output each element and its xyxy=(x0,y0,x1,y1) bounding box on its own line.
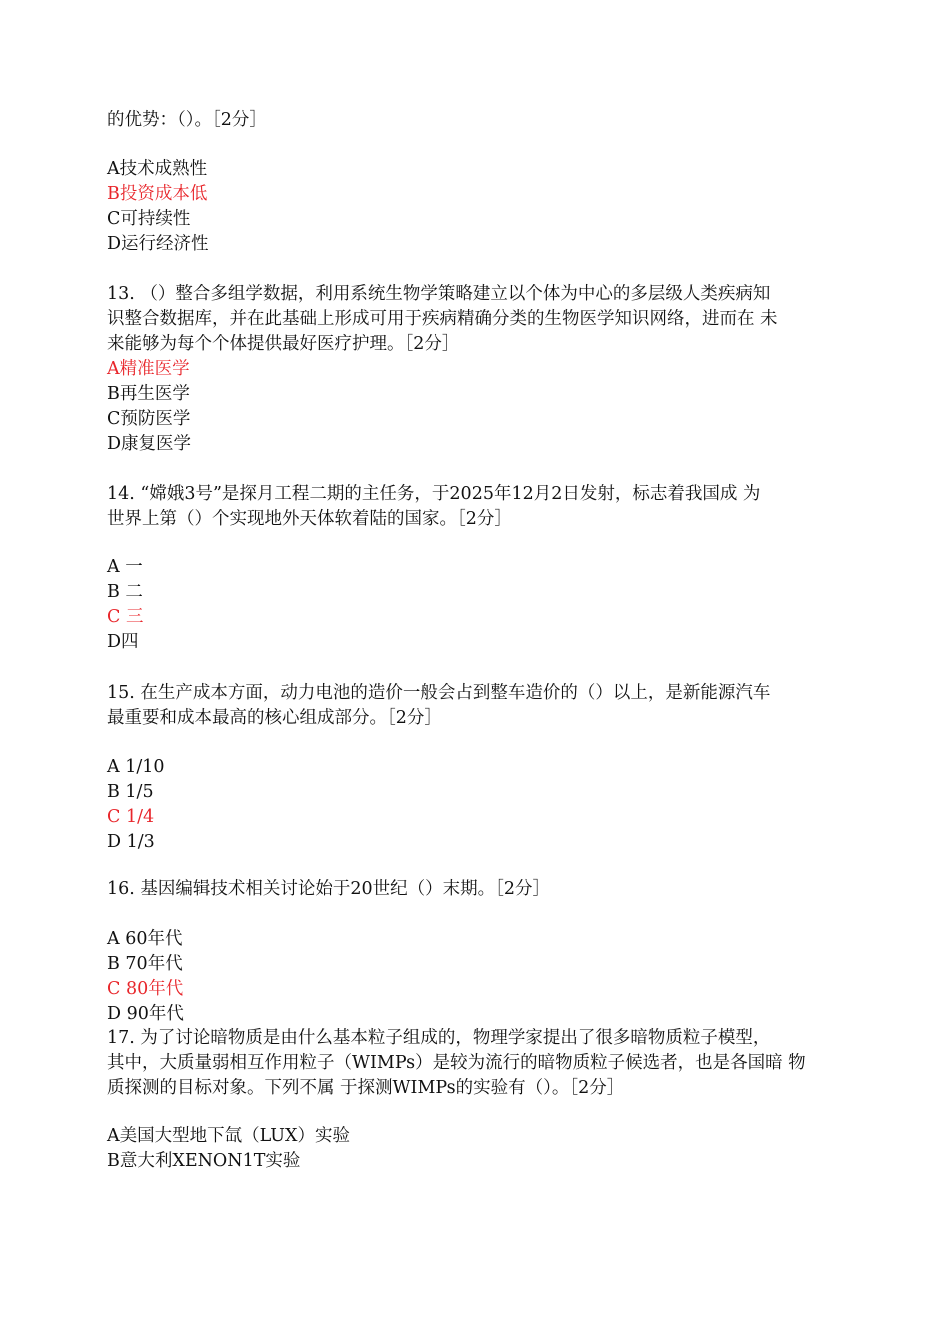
q14-option-c-answer: C 三 xyxy=(107,607,144,627)
q16-option-a: A 60年代 xyxy=(107,929,183,949)
q14-option-b: B 二 xyxy=(107,582,143,602)
q17-option-a: A美国大型地下氙（LUX）实验 xyxy=(107,1126,351,1146)
q16-option-b: B 70年代 xyxy=(107,954,183,974)
q13-stem-line-1: 13. （）整合多组学数据，利用系统生物学策略建立以个体为中心的多层级人类疾病知 xyxy=(107,284,771,304)
q16-option-d: D 90年代 xyxy=(107,1004,184,1024)
q14-stem-line-2: 世界上第（）个实现地外天体软着陆的国家。［2分］ xyxy=(107,509,512,529)
q14-option-d: D四 xyxy=(107,632,139,652)
q12-stem: 的优势：（）。［2分］ xyxy=(107,110,267,130)
q15-stem-line-1: 15. 在生产成本方面，动力电池的造价一般会占到整车造价的（）以上，是新能源汽车 xyxy=(107,683,771,703)
q14-option-a: A 一 xyxy=(107,557,143,577)
q17-stem-line-3: 质探测的目标对象。下列不属 于探测WIMPs的实验有（）。［2分］ xyxy=(107,1078,625,1098)
q15-stem-line-2: 最重要和成本最高的核心组成部分。［2分］ xyxy=(107,708,442,728)
q12-option-c: C可持续性 xyxy=(107,209,191,229)
q17-option-b: B意大利XENON1T实验 xyxy=(107,1151,301,1171)
q16-stem-line-1: 16. 基因编辑技术相关讨论始于20世纪（）末期。［2分］ xyxy=(107,879,551,899)
q15-option-a: A 1/10 xyxy=(107,757,165,777)
q17-stem-line-2: 其中，大质量弱相互作用粒子（WIMPs）是较为流行的暗物质粒子候选者，也是各国暗 物 xyxy=(107,1053,806,1073)
q14-stem-line-1: 14. “嫦娥3号”是探月工程二期的主任务，于2025年12月2日发射，标志着我国成 为 xyxy=(107,484,761,504)
q16-option-c-answer: C 80年代 xyxy=(107,979,184,999)
q13-option-d: D康复医学 xyxy=(107,434,192,454)
q12-option-b-answer: B投资成本低 xyxy=(107,184,208,204)
q13-option-b: B再生医学 xyxy=(107,384,190,404)
q12-option-a: A技术成熟性 xyxy=(107,159,208,179)
q12-option-d: D运行经济性 xyxy=(107,234,209,254)
q15-option-b: B 1/5 xyxy=(107,782,154,802)
q13-stem-line-2: 识整合数据库，并在此基础上形成可用于疾病精确分类的生物医学知识网络，进而在 未 xyxy=(107,309,778,329)
q13-option-c: C预防医学 xyxy=(107,409,191,429)
q17-stem-line-1: 17. 为了讨论暗物质是由什么基本粒子组成的，物理学家提出了很多暗物质粒子模型， xyxy=(107,1028,771,1048)
q13-option-a-answer: A精准医学 xyxy=(107,359,190,379)
q13-stem-line-3: 来能够为每个个体提供最好医疗护理。［2分］ xyxy=(107,334,460,354)
q15-option-d: D 1/3 xyxy=(107,832,155,852)
q15-option-c-answer: C 1/4 xyxy=(107,807,155,827)
